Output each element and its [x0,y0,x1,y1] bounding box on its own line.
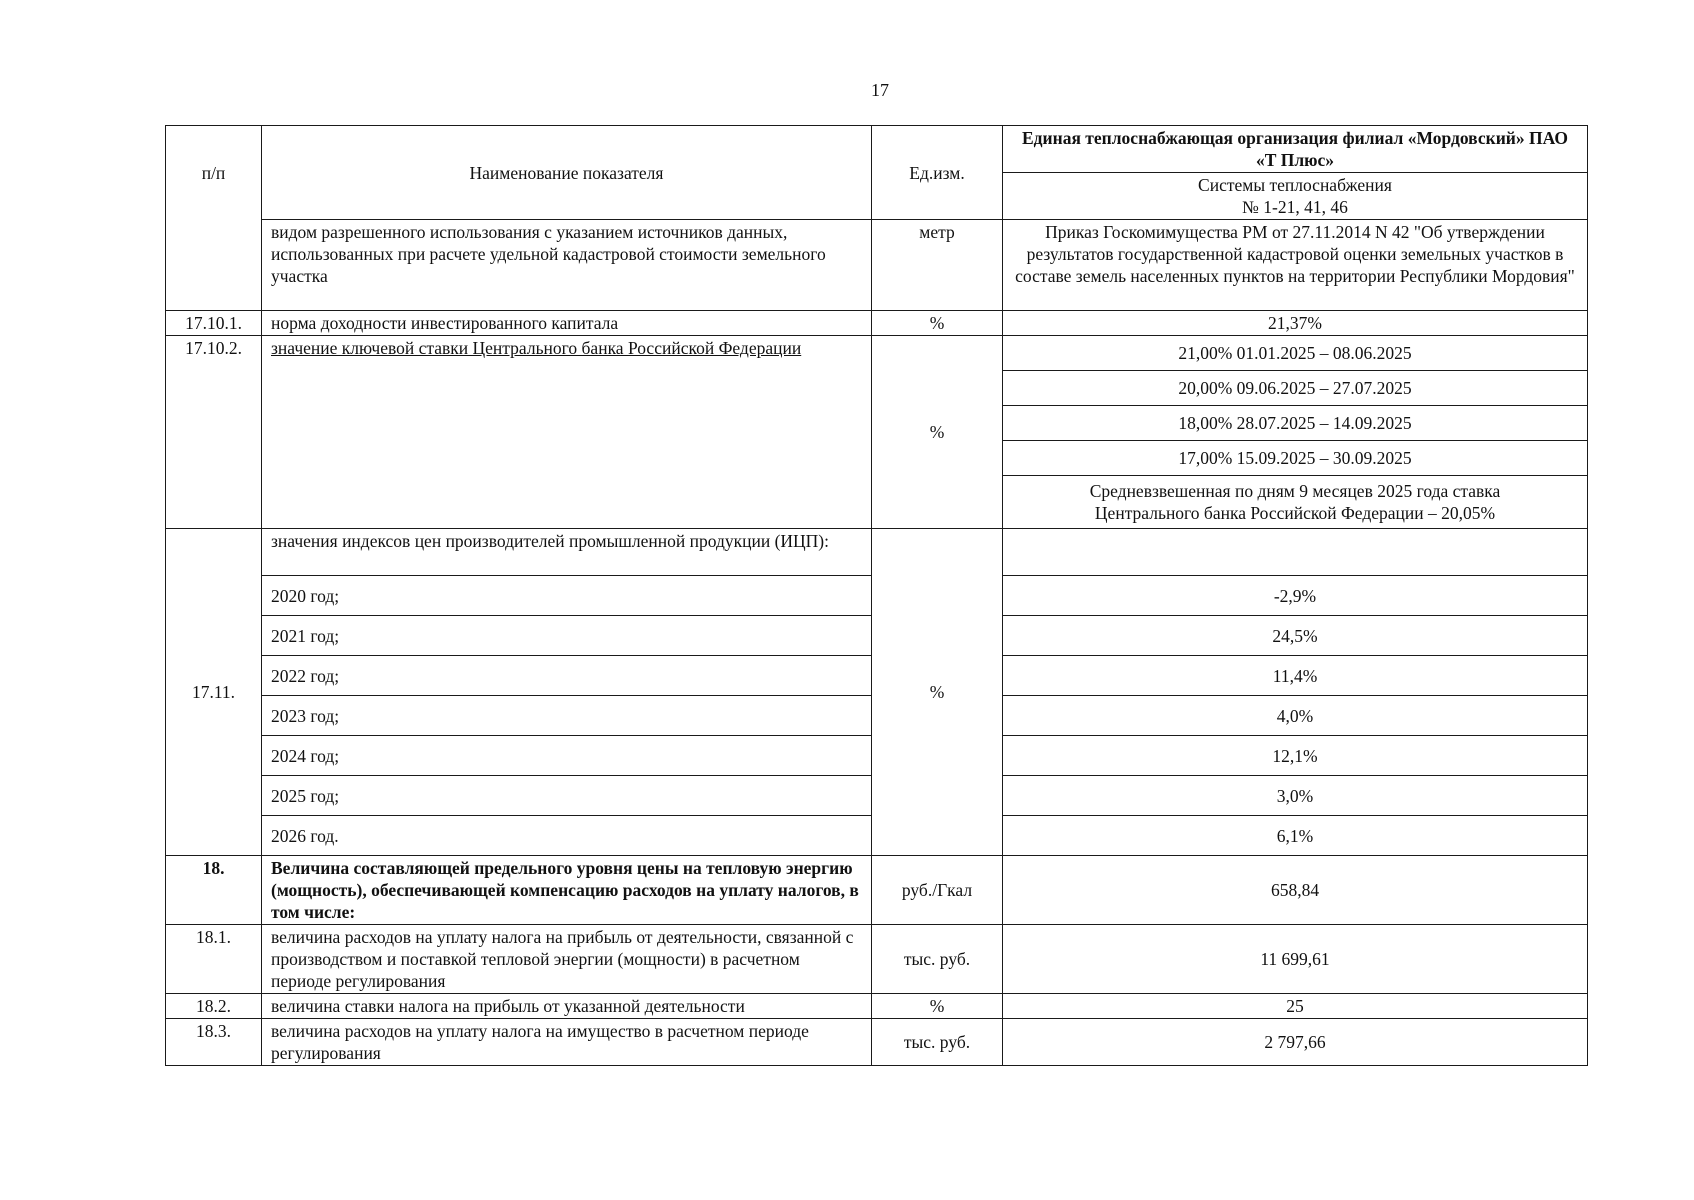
ipi-year: 2021 год; [262,616,872,656]
ipi-year: 2026 год. [262,816,872,856]
row-18-num: 18. [166,856,262,925]
page-number: 17 [871,80,889,100]
key-rate-value: 21,00% 01.01.2025 – 08.06.2025 [1003,336,1588,371]
row-17-10-1-num: 17.10.1. [166,311,262,336]
row-18-unit: руб./Гкал [872,856,1003,925]
ipi-value: 3,0% [1003,776,1588,816]
row-18-2-name: величина ставки налога на прибыль от указанной деятельности [262,994,872,1019]
key-rate-value: 17,00% 15.09.2025 – 30.09.2025 [1003,441,1588,476]
header-systems-line1: Системы теплоснабжения [1198,175,1392,195]
ipi-value: 11,4% [1003,656,1588,696]
row-continued-value: Приказ Госкомимущества РМ от 27.11.2014 N 42 "Об утверждении результатов государственной кадастровой оценки земельных участков в составе земель населенных пунктов на территории Республики Мордовия" [1003,220,1588,311]
row-18-2-value: 25 [1003,994,1588,1019]
row-continued-name: видом разрешенного использования с указанием источников данных, использованных при расчете удельной кадастровой стоимости земельного участка [262,220,872,311]
row-17-11-title-name: значения индексов цен производителей промышленной продукции (ИЦП): [262,529,872,576]
ipi-year: 2022 год; [262,656,872,696]
row-17-10-1 [166,311,1588,336]
tariff-table [165,125,1588,1066]
row-17-10-1-value: 21,37% [1003,311,1588,336]
row-18-2-num: 18.2. [166,994,262,1019]
row-18-3 [166,1019,1588,1066]
row-17-10-1-unit: % [872,311,1003,336]
row-18-1-value: 11 699,61 [1003,925,1588,994]
header-systems-line2: № 1-21, 41, 46 [1242,197,1348,217]
key-rate-weighted: Средневзвешенная по дням 9 месяцев 2025 года ставка Центрального банка Российской Федерации – 20,05% [1003,476,1588,529]
row-18-value: 658,84 [1003,856,1588,925]
row-18-1-num: 18.1. [166,925,262,994]
header-unit: Ед.изм. [872,126,1003,220]
row-18-3-value: 2 797,66 [1003,1019,1588,1066]
row-18-3-unit: тыс. руб. [872,1019,1003,1066]
ipi-value: 12,1% [1003,736,1588,776]
row-17-10-2-name-text: значение ключевой ставки Центрального банка Российской Федерации [271,338,802,358]
row-18-2 [166,994,1588,1019]
row-17-11-title [166,529,1588,576]
row-17-11-unit: % [872,529,1003,856]
key-rate-value: 18,00% 28.07.2025 – 14.09.2025 [1003,406,1588,441]
row-17-10-2-unit: % [872,336,1003,529]
ipi-year: 2025 год; [262,776,872,816]
header-org: Единая теплоснабжающая организация филиал «Мордовский» ПАО «Т Плюс» [1003,126,1588,173]
row-17-10-2-name [262,336,872,529]
header-row [166,126,1588,173]
row-18-name: Величина составляющей предельного уровня цены на тепловую энергию (мощность), обеспечивающей компенсацию расходов на уплату налогов, в том числе: [262,856,872,925]
row-18 [166,856,1588,925]
row-18-1-unit: тыс. руб. [872,925,1003,994]
header-name: Наименование показателя [262,126,872,220]
row-17-10-2-a [166,336,1588,371]
ipi-year: 2020 год; [262,576,872,616]
row-continued-unit: метр [872,220,1003,311]
row-18-3-num: 18.3. [166,1019,262,1066]
row-17-11-num: 17.11. [166,529,262,856]
ipi-year: 2024 год; [262,736,872,776]
row-17-11-title-value [1003,529,1588,576]
ipi-year: 2023 год; [262,696,872,736]
ipi-value: -2,9% [1003,576,1588,616]
row-18-2-unit: % [872,994,1003,1019]
ipi-value: 24,5% [1003,616,1588,656]
key-rate-value: 20,00% 09.06.2025 – 27.07.2025 [1003,371,1588,406]
ipi-value: 6,1% [1003,816,1588,856]
row-18-1 [166,925,1588,994]
header-systems [1003,173,1588,220]
row-18-3-name: величина расходов на уплату налога на имущество в расчетном периоде регулирования [262,1019,872,1066]
header-num: п/п [166,126,262,311]
row-continued [166,220,1588,311]
row-17-10-2-num: 17.10.2. [166,336,262,529]
ipi-value: 4,0% [1003,696,1588,736]
row-17-10-1-name: норма доходности инвестированного капитала [262,311,872,336]
row-18-1-name: величина расходов на уплату налога на прибыль от деятельности, связанной с производством и поставкой тепловой энергии (мощности) в расчетном периоде регулирования [262,925,872,994]
